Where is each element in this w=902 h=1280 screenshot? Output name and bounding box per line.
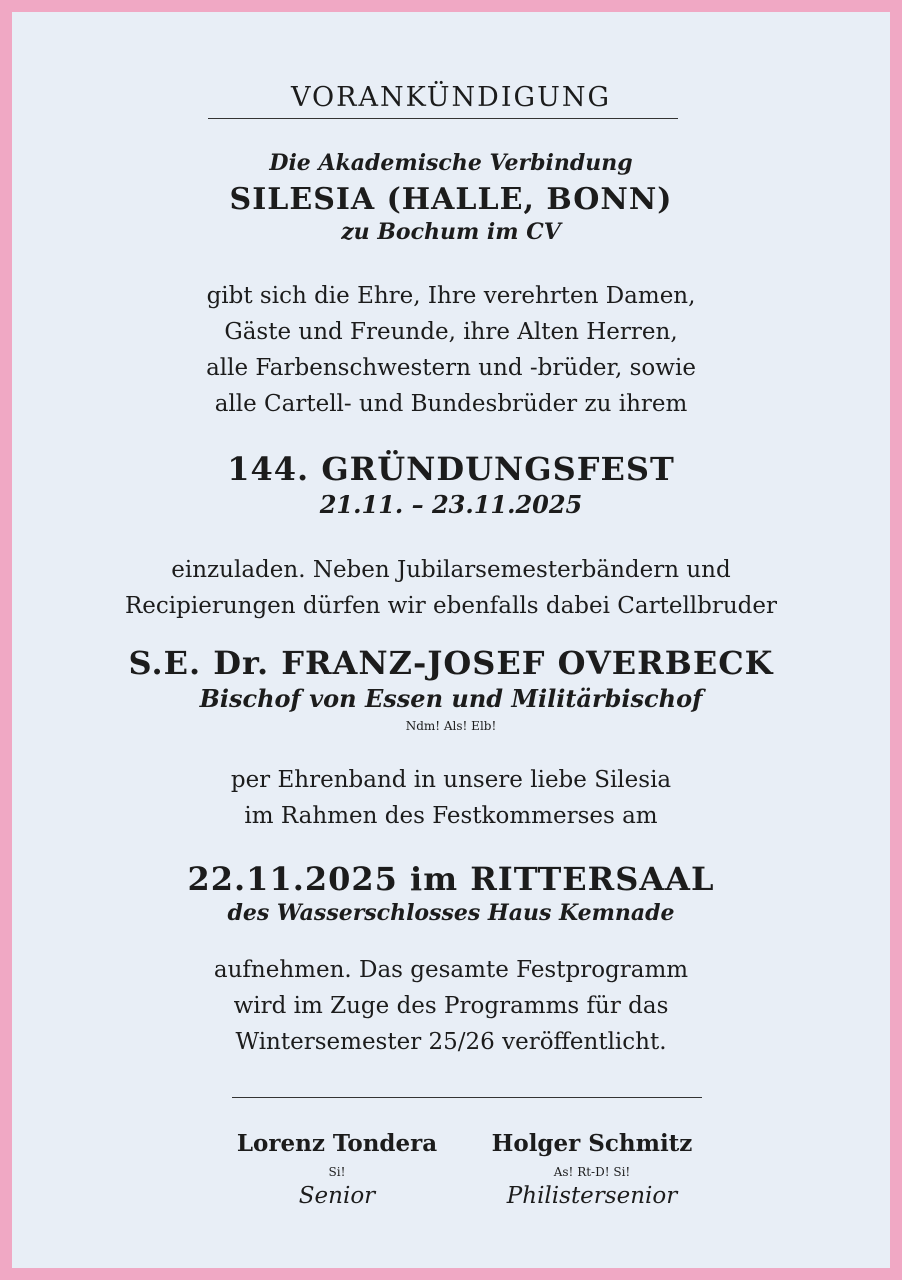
text-line: alle Cartell- und Bundesbrüder zu ihrem xyxy=(214,391,688,417)
text-line: gibt sich die Ehre, Ihre verehrten Damen, xyxy=(206,283,696,309)
text-line: aufnehmen. Das gesamte Festprogramm xyxy=(213,957,689,983)
signature-philistersenior xyxy=(462,1130,722,1209)
guest-title: Bischof von Essen und Militärbischof xyxy=(199,684,703,713)
venue-block xyxy=(12,860,890,926)
signature-senior xyxy=(207,1130,467,1209)
text-line: wird im Zuge des Programms für das xyxy=(233,993,669,1019)
org-intro: Die Akademische Verbindung xyxy=(269,150,633,176)
text-line: einzuladen. Neben Jubilarsemesterbändern und xyxy=(171,557,731,583)
guest-name: S.E. Dr. FRANZ-JOSEF OVERBECK xyxy=(128,644,774,682)
page-title: VORANKÜNDIGUNG xyxy=(290,82,612,113)
text-line: Wintersemester 25/26 veröffentlicht. xyxy=(235,1029,667,1055)
organization-block xyxy=(12,150,890,245)
invitation-text xyxy=(12,278,890,422)
signature-abbr: As! Rt-D! Si! xyxy=(553,1165,631,1179)
bottom-divider xyxy=(232,1097,702,1098)
text-line: im Rahmen des Festkommerses am xyxy=(244,803,658,829)
venue-date-place: 22.11.2025 im RITTERSAAL xyxy=(187,860,715,898)
top-divider xyxy=(208,118,678,119)
signature-abbr: Si! xyxy=(328,1165,346,1179)
text-line: alle Farbenschwestern und -brüder, sowie xyxy=(206,355,696,381)
event-title: 144. GRÜNDUNGSFEST xyxy=(227,450,675,488)
guest-abbr: Ndm! Als! Elb! xyxy=(405,719,497,733)
signature-role: Senior xyxy=(298,1183,376,1209)
body-text-4 xyxy=(12,952,890,1060)
text-line: Recipierungen dürfen wir ebenfalls dabei Cartellbruder xyxy=(124,593,778,619)
event-block xyxy=(12,450,890,519)
org-location: zu Bochum im CV xyxy=(341,219,561,245)
signature-name: Lorenz Tondera xyxy=(236,1130,438,1157)
event-dates: 21.11. – 23.11.2025 xyxy=(319,490,583,519)
venue-subtitle: des Wasserschlosses Haus Kemnade xyxy=(227,900,675,926)
body-text-2 xyxy=(12,552,890,624)
text-line: per Ehrenband in unsere liebe Silesia xyxy=(230,767,672,793)
text-line: Gäste und Freunde, ihre Alten Herren, xyxy=(224,319,678,345)
signature-role: Philistersenior xyxy=(506,1183,678,1209)
signature-name: Holger Schmitz xyxy=(491,1130,693,1157)
org-name: SILESIA (HALLE, BONN) xyxy=(229,182,673,217)
guest-block xyxy=(12,644,890,733)
invitation-card xyxy=(12,12,890,1268)
body-text-3 xyxy=(12,762,890,834)
